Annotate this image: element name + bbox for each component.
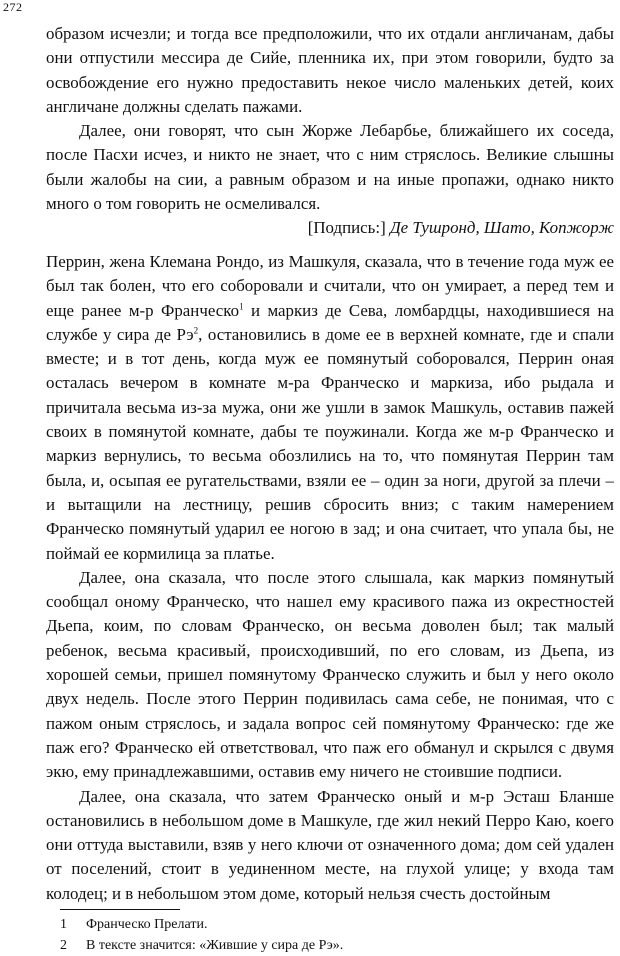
intro-paragraph-1: образом исчезли; и тогда все предположили, что их отдали англичанам, дабы они отпустили мессира де Сийе, пленника их, при этом говорили, будто за освобождение его нужно предоставить некое число маленьких детей, коих англичане должны сделать пажами.	[46, 24, 614, 116]
footnote-2	[60, 935, 600, 956]
testimony-paragraph-3: Далее, она сказала, что затем Франческо оный и м-р Эсташ Бланше остановились в небольшом доме в Машкуле, где жил некий Перро Каю, коего они оттуда выставили, взяв у него ключи от означенного дома; дом сей удален от поселений, стоит в уединенном месте, на глухой улице; у входа там колодец; и в небольшом этом доме, который нельзя счесть достойным	[46, 786, 614, 903]
footnote-ref-2: 2	[193, 325, 199, 336]
signature-label: [Подпись:]	[307, 218, 386, 238]
footnote-2-number: 2	[60, 938, 67, 953]
intro-paragraph-2: Далее, они говорят, что сын Жорже Лебарбье, ближайшего их соседа, после Пасхи исчез, и никто не знает, что с ним стряслось. Великие слышны были жалобы на сии, а равным образом и на иные пропажи, однако никто много о том говорить не осмеливался.	[46, 121, 614, 214]
testimony-p1-text-b: и маркиз де Сева, ломбардцы, находившиеся на службе у сира де Рэ	[46, 300, 614, 344]
footnote-1-text: Франческо Прелати.	[86, 917, 208, 932]
footnote-2-text: В тексте значится: «Жившие у сира де Рэ».	[86, 938, 344, 953]
signature-line	[46, 216, 614, 240]
testimony-p1-text-a: Перрин, жена Клемана Рондо, из Машкуля, сказала, что в течение года муж ее был так болен, что его соборовали и считали, что он умирает, а перед тем и еще ранее м-р Франческо	[46, 252, 614, 320]
testimony-section	[46, 250, 614, 906]
testimony-paragraph-1	[46, 250, 614, 566]
testimony-paragraph-2: Далее, она сказала, что после этого слышала, как маркиз помянутый сообщал оному Франческо, что нашел ему красивого пажа из окрестностей Дьепа, коим, по словам Франческо, он весьма доволен был; так малый ребенок, весьма красивый, происходивший, по его словам, из Дьепа, из хорошей семьи, пришел помянутому Франческо служить и был у него около двух недель. После этого Перрин подивилась сама себе, не понимая, что с пажом оным стряслось, и задала вопрос сей помянутому Франческо: где же паж его? Франческо ей ответствовал, что паж его обманул и скрылся с двумя экю, ему принадлежавшими, оставив ему ничего не стоившие подписи.	[46, 567, 614, 782]
testimony-p1-text-c: , остановились в доме ее в верхней комнате, где и спали вместе; и в тот день, когда муж ее помянутый соборовался, Перрин оная осталась вечером в комнате м-ра Франческо и маркиза, ибо рыдала и причитала весьма из-за мужа, они же ушли в замок Машкуль, оставив пажей своих в помянутой комнате, дабы те поужинали. Когда же м-р Франческо и маркиз вернулись, то весьма обозлились на то, что помянутая Перрин там была, и, осыпая ее ругательствами, взяли ее – один за ноги, другой за плечи – и вытащили на лестницу, решив сбросить вниз; с таким намерением Франческо помянутый ударил ее ногою в зад; и она считает, что упала бы, не поймай ее кормилица за платье.	[46, 324, 614, 563]
footnote-1	[60, 914, 600, 935]
footnotes	[60, 914, 600, 956]
page-number: 272	[3, 0, 23, 14]
signature-names: Де Тушронд, Шато, Копжорж	[389, 218, 614, 238]
footnote-divider	[60, 909, 180, 910]
footnote-1-number: 1	[60, 917, 67, 932]
intro-section	[46, 22, 614, 241]
footnote-ref-1: 1	[239, 300, 244, 311]
